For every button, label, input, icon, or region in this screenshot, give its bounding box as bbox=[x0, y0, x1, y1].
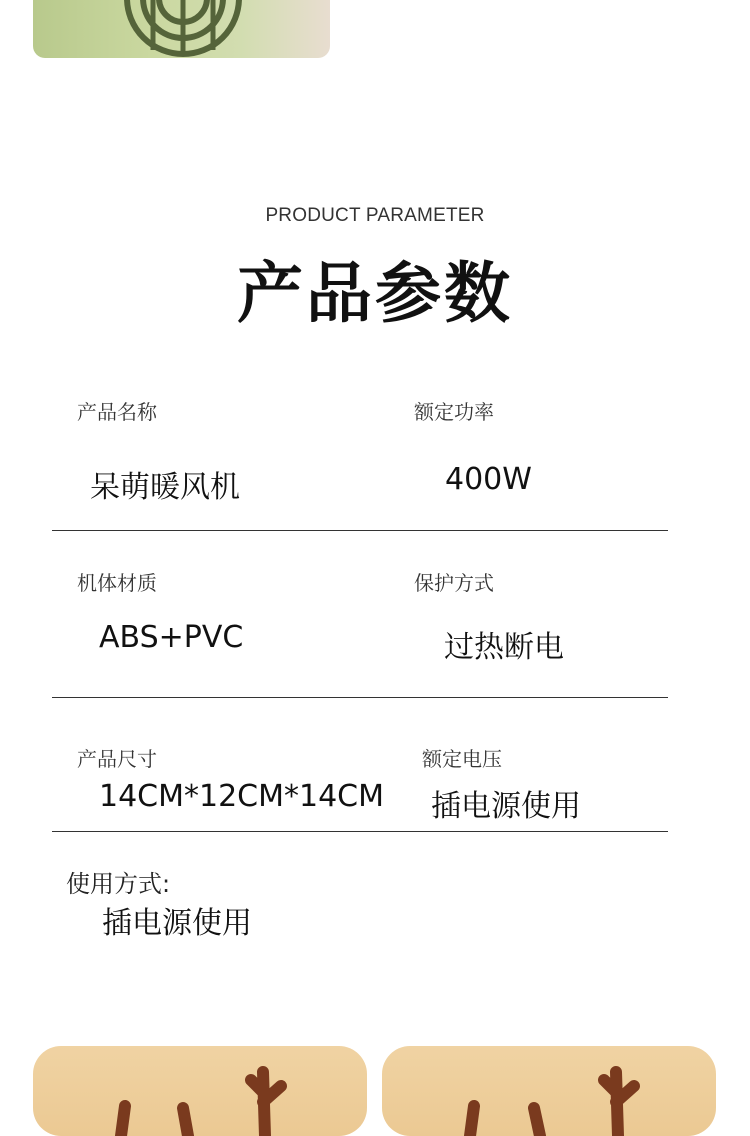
param-label-rated-power: 额定功率 bbox=[414, 400, 494, 424]
param-value-size: 14CM*12CM*14CM bbox=[99, 779, 385, 814]
product-photo-bottom-left bbox=[33, 1046, 367, 1136]
product-photo-top bbox=[33, 0, 330, 58]
param-label-size: 产品尺寸 bbox=[77, 747, 157, 771]
divider-row-2 bbox=[52, 697, 668, 698]
usage-label: 使用方式: bbox=[66, 870, 171, 898]
section-eyebrow: PRODUCT PARAMETER bbox=[265, 205, 485, 226]
param-label-material: 机体材质 bbox=[77, 571, 157, 595]
heater-grille-illustration bbox=[33, 0, 330, 58]
section-title: 产品参数 bbox=[237, 255, 513, 332]
param-value-rated-power: 400W bbox=[445, 462, 532, 497]
antler-illustration bbox=[382, 1046, 716, 1136]
param-value-material: ABS+PVC bbox=[99, 620, 244, 655]
product-photo-bottom-right bbox=[382, 1046, 716, 1136]
param-label-protection: 保护方式 bbox=[414, 571, 494, 595]
param-value-product-name: 呆萌暖风机 bbox=[90, 470, 240, 505]
divider-row-3 bbox=[52, 831, 668, 832]
divider-row-1 bbox=[52, 530, 668, 531]
param-value-rated-voltage: 插电源使用 bbox=[431, 789, 581, 824]
param-label-product-name: 产品名称 bbox=[77, 400, 157, 424]
param-value-protection: 过热断电 bbox=[444, 630, 564, 665]
param-label-rated-voltage: 额定电压 bbox=[422, 747, 502, 771]
usage-value: 插电源使用 bbox=[102, 906, 252, 941]
antler-illustration bbox=[33, 1046, 367, 1136]
